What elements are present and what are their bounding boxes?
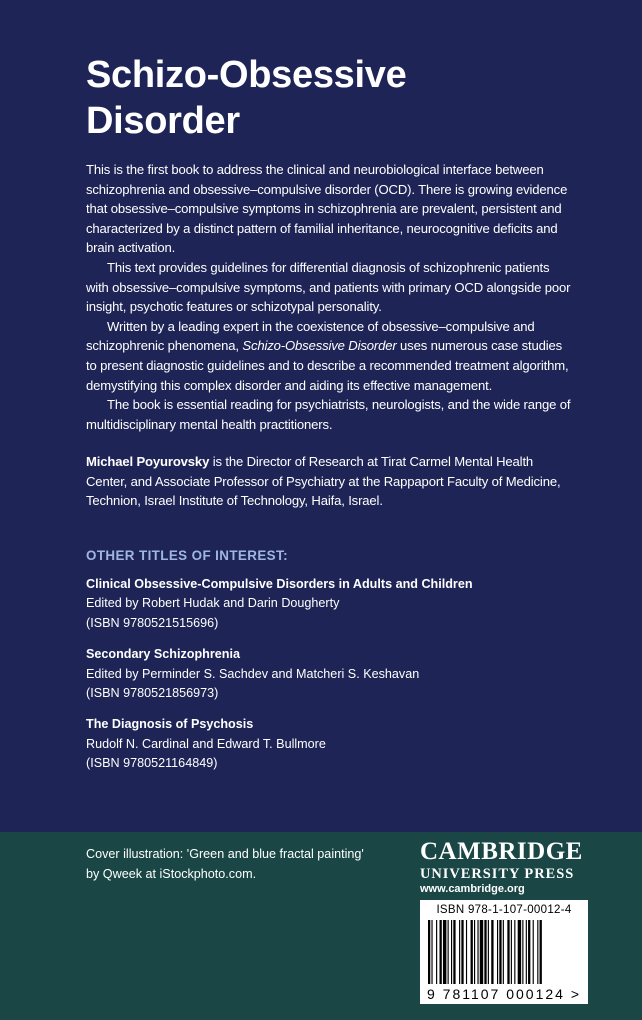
barcode-bar <box>440 920 442 984</box>
barcode-bar <box>497 920 498 984</box>
other-titles-heading: OTHER TITLES OF INTEREST: <box>86 548 288 563</box>
barcode-bar <box>471 920 473 984</box>
barcode-bar <box>459 920 460 984</box>
barcode-bar <box>511 920 512 984</box>
barcode-bar <box>491 920 493 984</box>
cover-credit-line-2: by Qweek at iStockphoto.com. <box>86 867 257 881</box>
barcode-bar <box>526 920 527 984</box>
barcode-bar <box>431 920 432 984</box>
title-line-2: Disorder <box>86 100 240 142</box>
author-name: Michael Poyurovsky <box>86 454 210 469</box>
barcode-icon <box>428 920 580 984</box>
barcode-bar <box>484 920 486 984</box>
back-cover-bottom <box>0 832 642 1020</box>
related-book-editors: Rudolf N. Cardinal and Edward T. Bullmore <box>86 736 326 751</box>
description-paragraph-2: This text provides guidelines for differential diagnosis of schizophrenic patients with obsessive–compulsive symptoms, and patients with primary OCD alongside poor insight, psychotic features or schizotypal personality. <box>86 259 571 315</box>
related-book-isbn: (ISBN 9780521856973) <box>86 686 219 701</box>
barcode-bar <box>528 920 530 984</box>
related-book-title: Clinical Obsessive-Compulsive Disorders in Adults and Children <box>86 577 473 591</box>
barcode-bar <box>474 920 475 984</box>
barcode-bar <box>461 920 463 984</box>
publisher-url: www.cambridge.org <box>420 883 525 895</box>
barcode-bar <box>488 920 489 984</box>
barcode-bar <box>507 920 509 984</box>
barcode-bar <box>522 920 523 984</box>
barcode-bar <box>499 920 501 984</box>
barcode-bar <box>451 920 452 984</box>
book-description <box>86 160 572 434</box>
barcode-bar <box>428 920 430 984</box>
barcode-bar <box>453 920 455 984</box>
barcode-bar <box>540 920 542 984</box>
related-book-title: Secondary Schizophrenia <box>86 647 240 662</box>
barcode-bar <box>477 920 478 984</box>
barcode-bar <box>436 920 437 984</box>
publisher-press: UNIVERSITY PRESS <box>420 866 575 882</box>
related-book-isbn: (ISBN 9780521515696) <box>86 615 219 630</box>
publisher-logo <box>420 838 590 895</box>
title-line-1: Schizo-Obsessive <box>86 54 407 96</box>
barcode-bar <box>537 920 538 984</box>
related-book-isbn: (ISBN 9780521164849) <box>86 756 218 771</box>
related-book <box>86 575 566 633</box>
barcode-bar <box>448 920 449 984</box>
barcode-bar <box>466 920 467 984</box>
cover-credit-line-1: Cover illustration: 'Green and blue fractal painting' <box>86 847 364 861</box>
related-book <box>86 715 566 773</box>
cover-credit <box>86 844 386 884</box>
barcode-bar <box>443 920 446 984</box>
author-bio: Michael Poyurovsky is the Director of Research at Tirat Carmel Mental Health Center, and Associate Professor of Psychiatry at the Rappaport Faculty of Medicine, Technion, Israel Institute of Technology, Haifa, Israel. <box>86 454 561 509</box>
book-title <box>86 52 566 144</box>
book-title-italic: Schizo-Obsessive Disorder <box>242 338 397 354</box>
other-titles <box>86 548 566 786</box>
isbn-label: ISBN 978-1-107-00012-4 <box>436 904 572 916</box>
isbn-digits: 9 781107 000124 > <box>426 986 582 1002</box>
description-paragraph-4: The book is essential reading for psychiatrists, neurologists, and the wide range of multidisciplinary mental health practitioners. <box>86 397 571 432</box>
publisher-name: CAMBRIDGE <box>420 838 583 865</box>
barcode-bar <box>480 920 483 984</box>
barcode-bar <box>518 920 521 984</box>
related-book-editors: Edited by Robert Hudak and Darin Dougherty <box>86 596 340 611</box>
isbn-barcode <box>420 900 588 1004</box>
related-book-title: The Diagnosis of Psychosis <box>86 717 254 732</box>
related-book-editors: Edited by Perminder S. Sachdev and Matcheri S. Keshavan <box>86 666 420 681</box>
related-book <box>86 645 566 703</box>
description-paragraph-1: This is the first book to address the clinical and neurobiological interface between schizophrenia and obsessive–compulsive disorder (OCD). There is growing evidence that obsessive–compulsive symptoms in schizophrenia are prevalent, persistent and characterized by a distinct pattern of familial inheritance, neurocognitive deficits and brain activation. <box>86 162 568 256</box>
barcode-bar <box>514 920 515 984</box>
barcode-bar <box>503 920 504 984</box>
description-paragraph-3: Written by a leading expert in the coexistence of obsessive–compulsive and schizophrenic phenomena, Schizo-Obsessive Disorder uses numerous case studies to present diagnostic guidelines and to describe a recommended treatment algorithm, demystifying this complex disorder and aiding its effective management. <box>86 318 569 393</box>
barcode-bar <box>533 920 534 984</box>
